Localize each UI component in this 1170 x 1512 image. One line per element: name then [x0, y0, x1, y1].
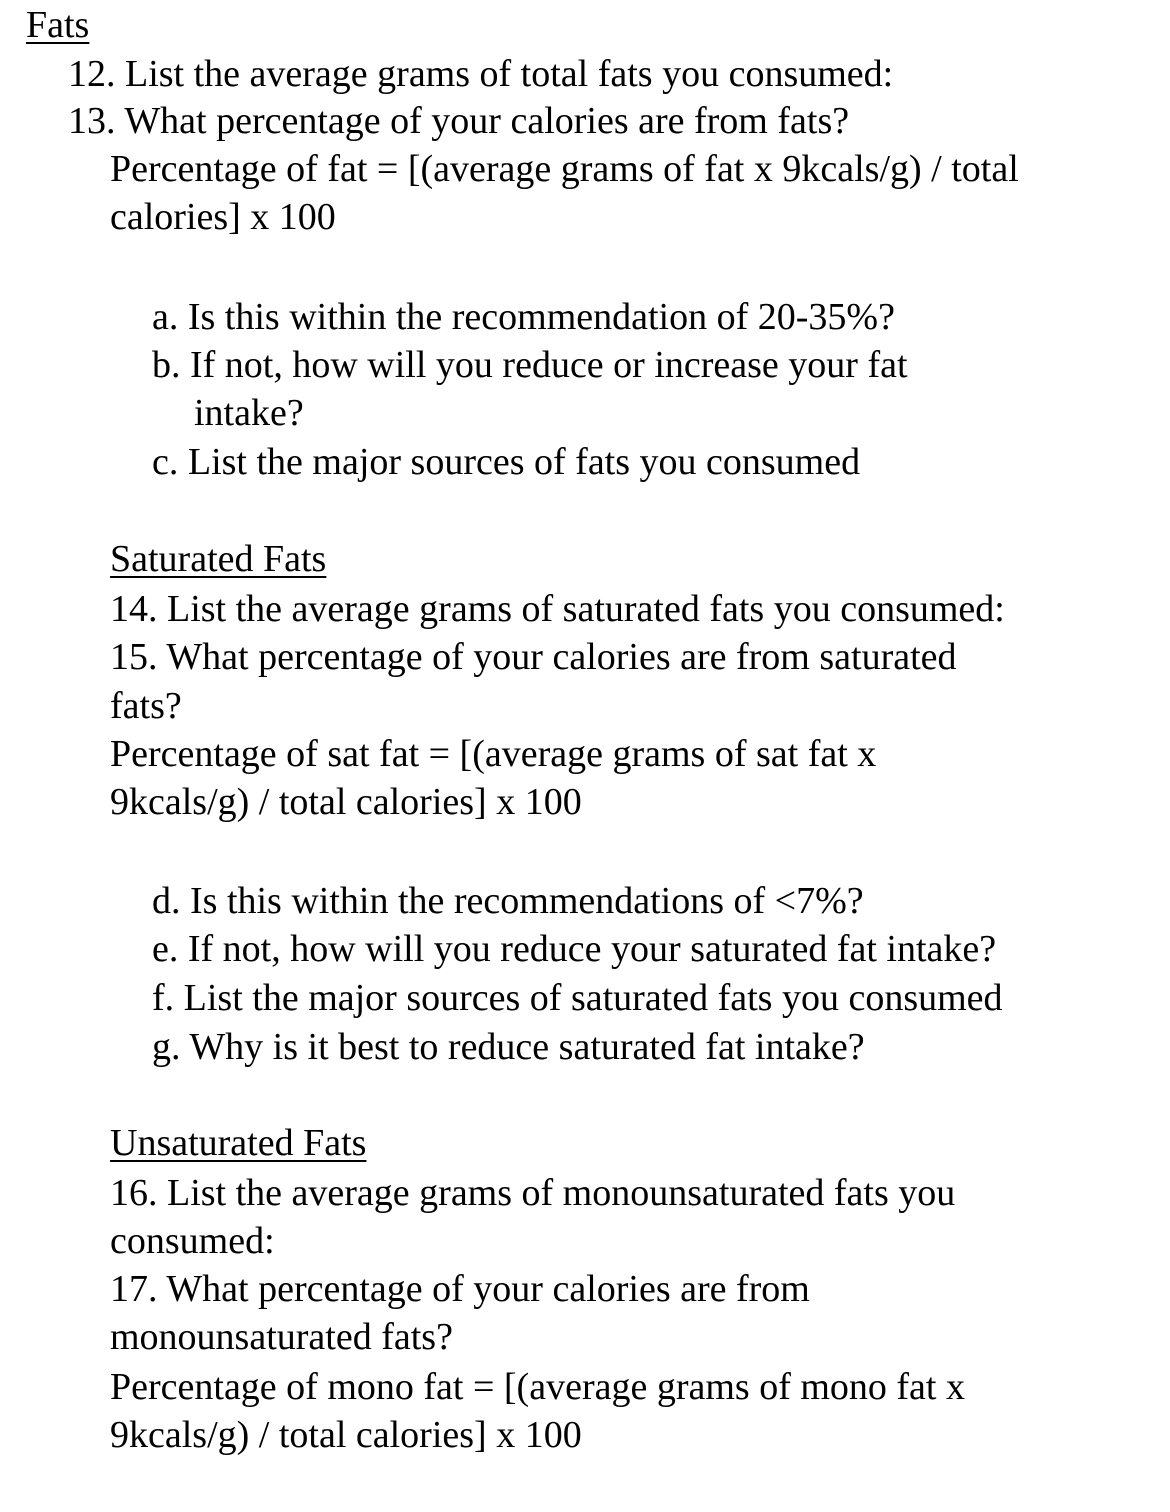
question-16-line-2: consumed: [110, 1220, 275, 1262]
sat-fat-formula-line-1: Percentage of sat fat = [(average grams of sat fat x [110, 733, 877, 775]
question-15-line-1: 15. What percentage of your calories are from saturated [110, 636, 957, 678]
question-15-line-2: fats? [110, 685, 182, 727]
mono-fat-formula-line-2: 9kcals/g) / total calories] x 100 [110, 1414, 582, 1456]
fat-formula-line-2: calories] x 100 [110, 196, 336, 238]
question-13: 13. What percentage of your calories are from fats? [68, 100, 850, 142]
question-16-line-1: 16. List the average grams of monounsaturated fats you [110, 1172, 956, 1214]
saturated-fats-heading: Saturated Fats [110, 538, 327, 580]
question-12: 12. List the average grams of total fats you consumed: [68, 53, 894, 95]
item-b-line-2: intake? [194, 392, 304, 434]
item-c: c. List the major sources of fats you consumed [152, 441, 861, 483]
unsaturated-fats-heading: Unsaturated Fats [110, 1122, 367, 1164]
item-e: e. If not, how will you reduce your saturated fat intake? [152, 928, 997, 970]
question-14: 14. List the average grams of saturated fats you consumed: [110, 588, 1005, 630]
fats-heading: Fats [26, 4, 90, 46]
item-a: a. Is this within the recommendation of 20-35%? [152, 296, 895, 338]
mono-fat-formula-line-1: Percentage of mono fat = [(average grams of mono fat x [110, 1366, 965, 1408]
item-b-line-1: b. If not, how will you reduce or increase your fat [152, 344, 908, 386]
question-17-line-1: 17. What percentage of your calories are from [110, 1268, 810, 1310]
item-g: g. Why is it best to reduce saturated fat intake? [152, 1026, 865, 1068]
item-d: d. Is this within the recommendations of <7%? [152, 880, 864, 922]
fat-formula-line-1: Percentage of fat = [(average grams of fat x 9kcals/g) / total [110, 148, 1019, 190]
item-f: f. List the major sources of saturated fats you consumed [152, 977, 1003, 1019]
question-17-line-2: monounsaturated fats? [110, 1316, 453, 1358]
sat-fat-formula-line-2: 9kcals/g) / total calories] x 100 [110, 781, 582, 823]
